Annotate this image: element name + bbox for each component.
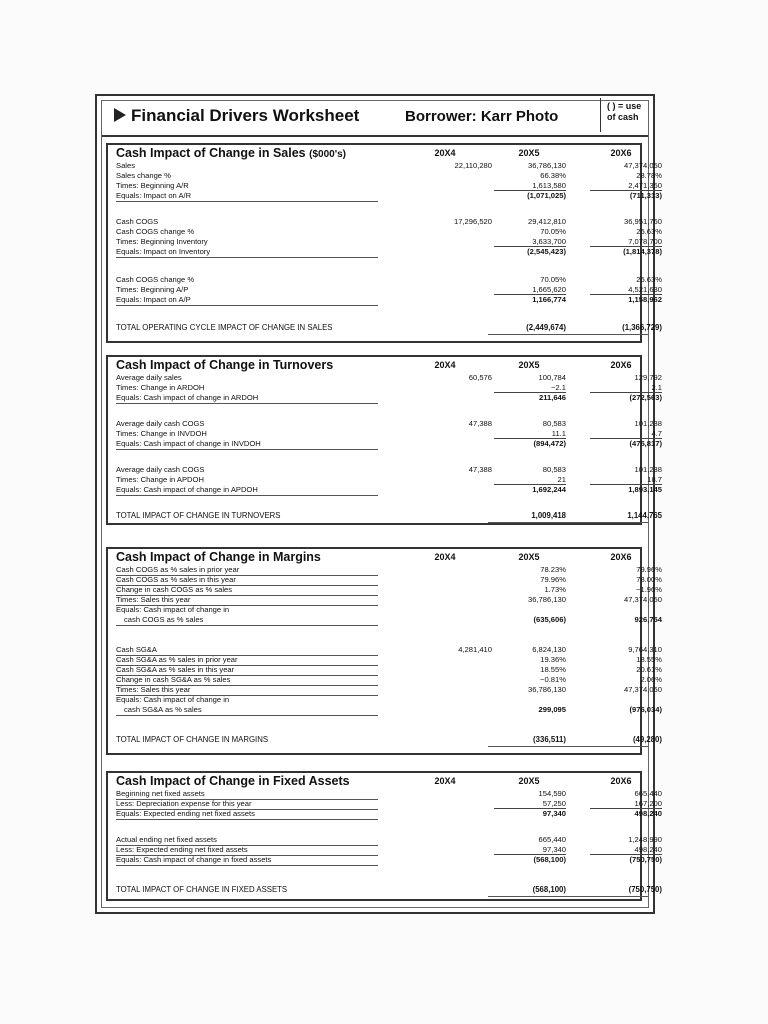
row-value-20x5: (568,100) <box>533 855 566 864</box>
row-divider <box>116 495 378 496</box>
margins-row <box>116 615 662 625</box>
row-divider <box>116 257 378 258</box>
row-value-20x5: 36,786,130 <box>527 161 566 170</box>
row-label: Change in cash SG&A as % sales <box>116 675 231 684</box>
turnovers-col-header-20x6: 20X6 <box>610 360 632 370</box>
row-value-20x6: 47,374,050 <box>623 161 662 170</box>
row-value-20x6: 129,792 <box>634 373 662 382</box>
row-value-20x6: (976,034) <box>629 705 662 714</box>
row-value-20x5: 1,613,580 <box>494 181 566 191</box>
worksheet <box>95 94 662 914</box>
row-value-20x5: 1,009,418 <box>531 511 566 520</box>
margins-total-row <box>116 735 662 745</box>
row-value-20x6: 2,471,350 <box>590 181 662 191</box>
margins-total-underline <box>488 746 648 747</box>
row-divider <box>116 819 378 820</box>
row-value-20x5: 154,590 <box>538 789 566 798</box>
row-divider <box>116 625 378 626</box>
fixed-assets-section <box>106 771 662 901</box>
turnovers-total-underline <box>488 522 648 523</box>
row-label: Less: Expected ending net fixed assets <box>116 845 248 854</box>
row-value-20x5: 1,665,620 <box>494 285 566 295</box>
row-value-20x6: 2.1 <box>590 383 662 393</box>
row-value-20x6: 78.00% <box>636 575 662 584</box>
row-label: Times: Sales this year <box>116 595 191 604</box>
row-divider <box>116 865 378 866</box>
row-value-20x5: 80,583 <box>542 465 566 474</box>
row-value-20x6: 18.7 <box>590 475 662 485</box>
row-value-20x4: 47,388 <box>468 465 492 474</box>
row-value-20x5: 19.36% <box>540 655 566 664</box>
row-value-20x6: 18.55% <box>636 655 662 664</box>
margins-row <box>116 645 662 655</box>
row-label: Cash COGS change % <box>116 275 195 284</box>
row-value-20x5: 57,250 <box>494 799 566 809</box>
cash-note <box>600 98 646 132</box>
turnovers-row <box>116 465 662 475</box>
turnovers-section-title: Cash Impact of Change in Turnovers <box>116 358 334 372</box>
title-text: Financial Drivers Worksheet <box>131 106 360 125</box>
row-value-20x6: 167,200 <box>590 799 662 809</box>
row-label: Less: Depreciation expense for this year <box>116 799 252 808</box>
row-value-20x5: 78.23% <box>540 565 566 574</box>
row-value-20x6: 926,754 <box>634 615 662 624</box>
row-value-20x6: 665,440 <box>634 789 662 798</box>
row-label: TOTAL IMPACT OF CHANGE IN FIXED ASSETS <box>116 885 288 894</box>
row-value-20x5: (2,449,674) <box>526 323 566 332</box>
turnovers-row <box>116 383 662 393</box>
row-value-20x4: 22,110,280 <box>454 161 492 170</box>
row-label: Times: Beginning Inventory <box>116 237 208 246</box>
row-label: Equals: Expected ending net fixed assets <box>116 809 255 818</box>
fixed-assets-row <box>116 789 662 799</box>
sales-col-header-20x4: 20X4 <box>434 148 456 158</box>
row-value-20x6: 7,078,700 <box>590 237 662 247</box>
row-label: Equals: Impact on Inventory <box>116 247 211 256</box>
sales-title-unit: ($000's) <box>309 149 346 160</box>
row-value-20x6: 4.7 <box>590 429 662 439</box>
fixed-assets-col-header-20x6: 20X6 <box>610 776 632 786</box>
row-label: Cash SG&A as % sales in prior year <box>116 655 238 664</box>
row-value-20x6: 25.63% <box>636 227 662 236</box>
sales-row <box>116 191 662 201</box>
row-value-20x5: (336,511) <box>533 735 566 744</box>
margins-col-header-20x6: 20X6 <box>610 552 632 562</box>
row-label: cash SG&A as % sales <box>124 705 202 714</box>
row-value-20x6: 1,248,990 <box>628 835 662 844</box>
row-label: Sales <box>116 161 135 170</box>
margins-row <box>116 685 662 695</box>
margins-section <box>106 547 662 755</box>
row-value-20x6: 4,521,630 <box>590 285 662 295</box>
row-value-20x6: 9,764,310 <box>628 645 662 654</box>
row-value-20x5: 97,340 <box>494 845 566 855</box>
row-label: Equals: Cash impact of change in <box>116 695 230 704</box>
row-label: Equals: Cash impact of change in ARDOH <box>116 393 259 402</box>
row-value-20x5: 70.05% <box>540 275 566 284</box>
row-value-20x6: (1,366,729) <box>622 323 662 332</box>
row-value-20x4: 17,296,520 <box>453 217 492 226</box>
row-value-20x5: 1.73% <box>544 585 566 594</box>
sales-col-header-20x5: 20X5 <box>518 148 540 158</box>
turnovers-total-row <box>116 511 662 521</box>
row-label: Times: Beginning A/P <box>116 285 189 294</box>
sales-row <box>116 295 662 305</box>
row-value-20x5: 70.05% <box>540 227 566 236</box>
row-value-20x6: 2.06% <box>640 675 662 684</box>
row-value-20x5: 1,692,244 <box>532 485 566 494</box>
row-value-20x5: 100,784 <box>538 373 566 382</box>
row-value-20x4: 60,576 <box>468 373 492 382</box>
row-value-20x5: 29,412,810 <box>527 217 566 226</box>
row-value-20x5: 21 <box>494 475 566 485</box>
row-label: TOTAL IMPACT OF CHANGE IN MARGINS <box>116 735 269 744</box>
arrow-icon <box>114 108 126 122</box>
fixed-assets-col-header-20x4: 20X4 <box>434 776 456 786</box>
turnovers-row <box>116 373 662 383</box>
cash-note-line1: ( ) = use <box>607 101 642 111</box>
row-label: Beginning net fixed assets <box>116 789 205 798</box>
sales-title-text: Cash Impact of Change in Sales <box>116 146 306 160</box>
fixed-assets-section-title: Cash Impact of Change in Fixed Assets <box>116 774 350 788</box>
borrower-label: Borrower: Karr Photo <box>405 108 559 125</box>
row-value-20x5: 18.55% <box>540 665 566 674</box>
fixed-assets-total-underline <box>488 896 648 897</box>
row-value-20x5: (2,545,423) <box>527 247 566 256</box>
sales-total-underline <box>488 334 648 335</box>
sales-row <box>116 161 662 171</box>
row-label: Cash COGS as % sales in prior year <box>116 565 240 574</box>
row-value-20x5: (894,472) <box>533 439 566 448</box>
row-value-20x6: (475,817) <box>629 439 662 448</box>
row-label: Times: Change in INVDOH <box>116 429 207 438</box>
margins-row <box>116 585 662 595</box>
turnovers-col-header-20x5: 20X5 <box>518 360 540 370</box>
row-value-20x6: (750,750) <box>629 855 662 864</box>
row-label: Average daily sales <box>116 373 182 382</box>
row-divider <box>116 449 378 450</box>
row-value-20x6: 47,374,050 <box>623 685 662 694</box>
row-divider <box>116 201 378 202</box>
sales-row <box>116 247 662 257</box>
row-label: Cash SG&A <box>116 645 157 654</box>
fixed-assets-row <box>116 855 662 865</box>
row-value-20x5: 211,646 <box>538 393 566 402</box>
row-label: Times: Change in APDOH <box>116 475 204 484</box>
row-value-20x5: 97,340 <box>542 809 566 818</box>
row-label: Equals: Cash impact of change in INVDOH <box>116 439 261 448</box>
row-value-20x5: −2.1 <box>494 383 566 393</box>
row-value-20x4: 47,388 <box>468 419 492 428</box>
margins-col-header-20x5: 20X5 <box>518 552 540 562</box>
worksheet-inner-border <box>101 100 662 908</box>
margins-col-header-20x4: 20X4 <box>434 552 456 562</box>
row-label: Cash SG&A as % sales in this year <box>116 665 235 674</box>
row-value-20x6: 47,374,050 <box>623 595 662 604</box>
row-value-20x6: (49,280) <box>632 735 662 744</box>
row-value-20x5: 36,786,130 <box>527 685 566 694</box>
sales-row <box>116 237 662 247</box>
row-value-20x5: 80,583 <box>542 419 566 428</box>
row-value-20x5: 36,786,130 <box>527 595 566 604</box>
sales-row <box>116 181 662 191</box>
row-label: TOTAL OPERATING CYCLE IMPACT OF CHANGE IN SALES <box>116 323 333 332</box>
row-value-20x5: 1,166,774 <box>532 295 566 304</box>
row-label: Equals: Cash impact of change in <box>116 605 230 614</box>
margins-row <box>116 565 662 575</box>
row-value-20x5: (635,606) <box>533 615 566 624</box>
turnovers-row <box>116 393 662 403</box>
row-value-20x4: 4,281,410 <box>458 645 492 654</box>
fixed-assets-row <box>116 845 662 855</box>
row-value-20x6: 20.61% <box>636 665 662 674</box>
row-value-20x6: 25.63% <box>636 275 662 284</box>
row-value-20x5: 79.96% <box>540 575 566 584</box>
row-value-20x6: 36,951,760 <box>623 217 662 226</box>
turnovers-row <box>116 429 662 439</box>
row-label: Change in cash COGS as % sales <box>116 585 233 594</box>
page-title <box>114 106 359 126</box>
fixed-assets-row <box>116 835 662 845</box>
row-value-20x5: 11.1 <box>494 429 566 439</box>
row-label: Equals: Cash impact of change in APDOH <box>116 485 258 494</box>
sales-row <box>116 275 662 285</box>
turnovers-row <box>116 439 662 449</box>
row-label: cash COGS as % sales <box>124 615 204 624</box>
row-value-20x5: 665,440 <box>538 835 566 844</box>
margins-row <box>116 575 662 585</box>
row-label: Average daily cash COGS <box>116 419 205 428</box>
row-value-20x6: 1,144,765 <box>627 511 662 520</box>
row-value-20x6: 101,238 <box>634 465 662 474</box>
row-value-20x6: 79.96% <box>636 565 662 574</box>
row-label: Cash COGS <box>116 217 159 226</box>
sales-row <box>116 227 662 237</box>
row-label: Actual ending net fixed assets <box>116 835 217 844</box>
fixed-assets-row <box>116 809 662 819</box>
row-value-20x5: (1,071,025) <box>527 191 566 200</box>
sales-row <box>116 171 662 181</box>
row-value-20x5: 66.38% <box>540 171 566 180</box>
turnovers-col-header-20x4: 20X4 <box>434 360 456 370</box>
turnovers-row <box>116 485 662 495</box>
row-label: Equals: Cash impact of change in fixed assets <box>116 855 272 864</box>
row-value-20x6: (750,750) <box>628 885 662 894</box>
margins-row <box>116 655 662 665</box>
margins-row <box>116 675 662 685</box>
sales-total-row <box>116 323 662 333</box>
row-label: Times: Beginning A/R <box>116 181 189 190</box>
fixed-assets-row <box>116 799 662 809</box>
row-value-20x5: 299,095 <box>538 705 566 714</box>
cash-note-line2: of cash <box>607 112 639 122</box>
row-value-20x6: 28.78% <box>636 171 662 180</box>
sales-row <box>116 217 662 227</box>
row-value-20x5: 6,824,130 <box>532 645 566 654</box>
row-divider <box>116 715 378 716</box>
margins-row <box>116 705 662 715</box>
sales-section-title <box>116 146 346 160</box>
sales-col-header-20x6: 20X6 <box>610 148 632 158</box>
row-value-20x6: 1,893,145 <box>628 485 662 494</box>
row-value-20x6: −1.96% <box>636 585 662 594</box>
row-value-20x6: 1,158,962 <box>628 295 662 304</box>
row-label: Cash COGS as % sales in this year <box>116 575 236 584</box>
turnovers-row <box>116 475 662 485</box>
sales-section <box>106 143 662 343</box>
row-value-20x6: 498,240 <box>590 845 662 855</box>
row-label: Equals: Impact on A/R <box>116 191 192 200</box>
row-value-20x5: −0.81% <box>540 675 566 684</box>
margins-row <box>116 695 640 705</box>
row-label: Sales change % <box>116 171 171 180</box>
row-value-20x6: (711,313) <box>629 191 662 200</box>
margins-row <box>116 595 662 605</box>
turnovers-section <box>106 355 662 525</box>
fixed-assets-total-row <box>116 885 662 895</box>
margins-row <box>116 665 662 675</box>
row-label: Cash COGS change % <box>116 227 195 236</box>
margins-section-title: Cash Impact of Change in Margins <box>116 550 321 564</box>
row-value-20x6: 101,238 <box>634 419 662 428</box>
row-value-20x5: 3,633,700 <box>494 237 566 247</box>
fixed-assets-col-header-20x5: 20X5 <box>518 776 540 786</box>
row-value-20x6: (1,814,378) <box>623 247 662 256</box>
row-label: Equals: Impact on A/P <box>116 295 191 304</box>
row-label: Times: Sales this year <box>116 685 191 694</box>
row-value-20x6: (272,563) <box>629 393 662 402</box>
sales-row <box>116 285 662 295</box>
row-value-20x6: 498,240 <box>634 809 662 818</box>
margins-row <box>116 605 640 615</box>
row-divider <box>116 403 378 404</box>
row-divider <box>116 305 378 306</box>
worksheet-header <box>102 101 648 137</box>
row-label: TOTAL IMPACT OF CHANGE IN TURNOVERS <box>116 511 281 520</box>
row-label: Average daily cash COGS <box>116 465 205 474</box>
row-label: Times: Change in ARDOH <box>116 383 205 392</box>
turnovers-row <box>116 419 662 429</box>
row-value-20x5: (568,100) <box>532 885 566 894</box>
